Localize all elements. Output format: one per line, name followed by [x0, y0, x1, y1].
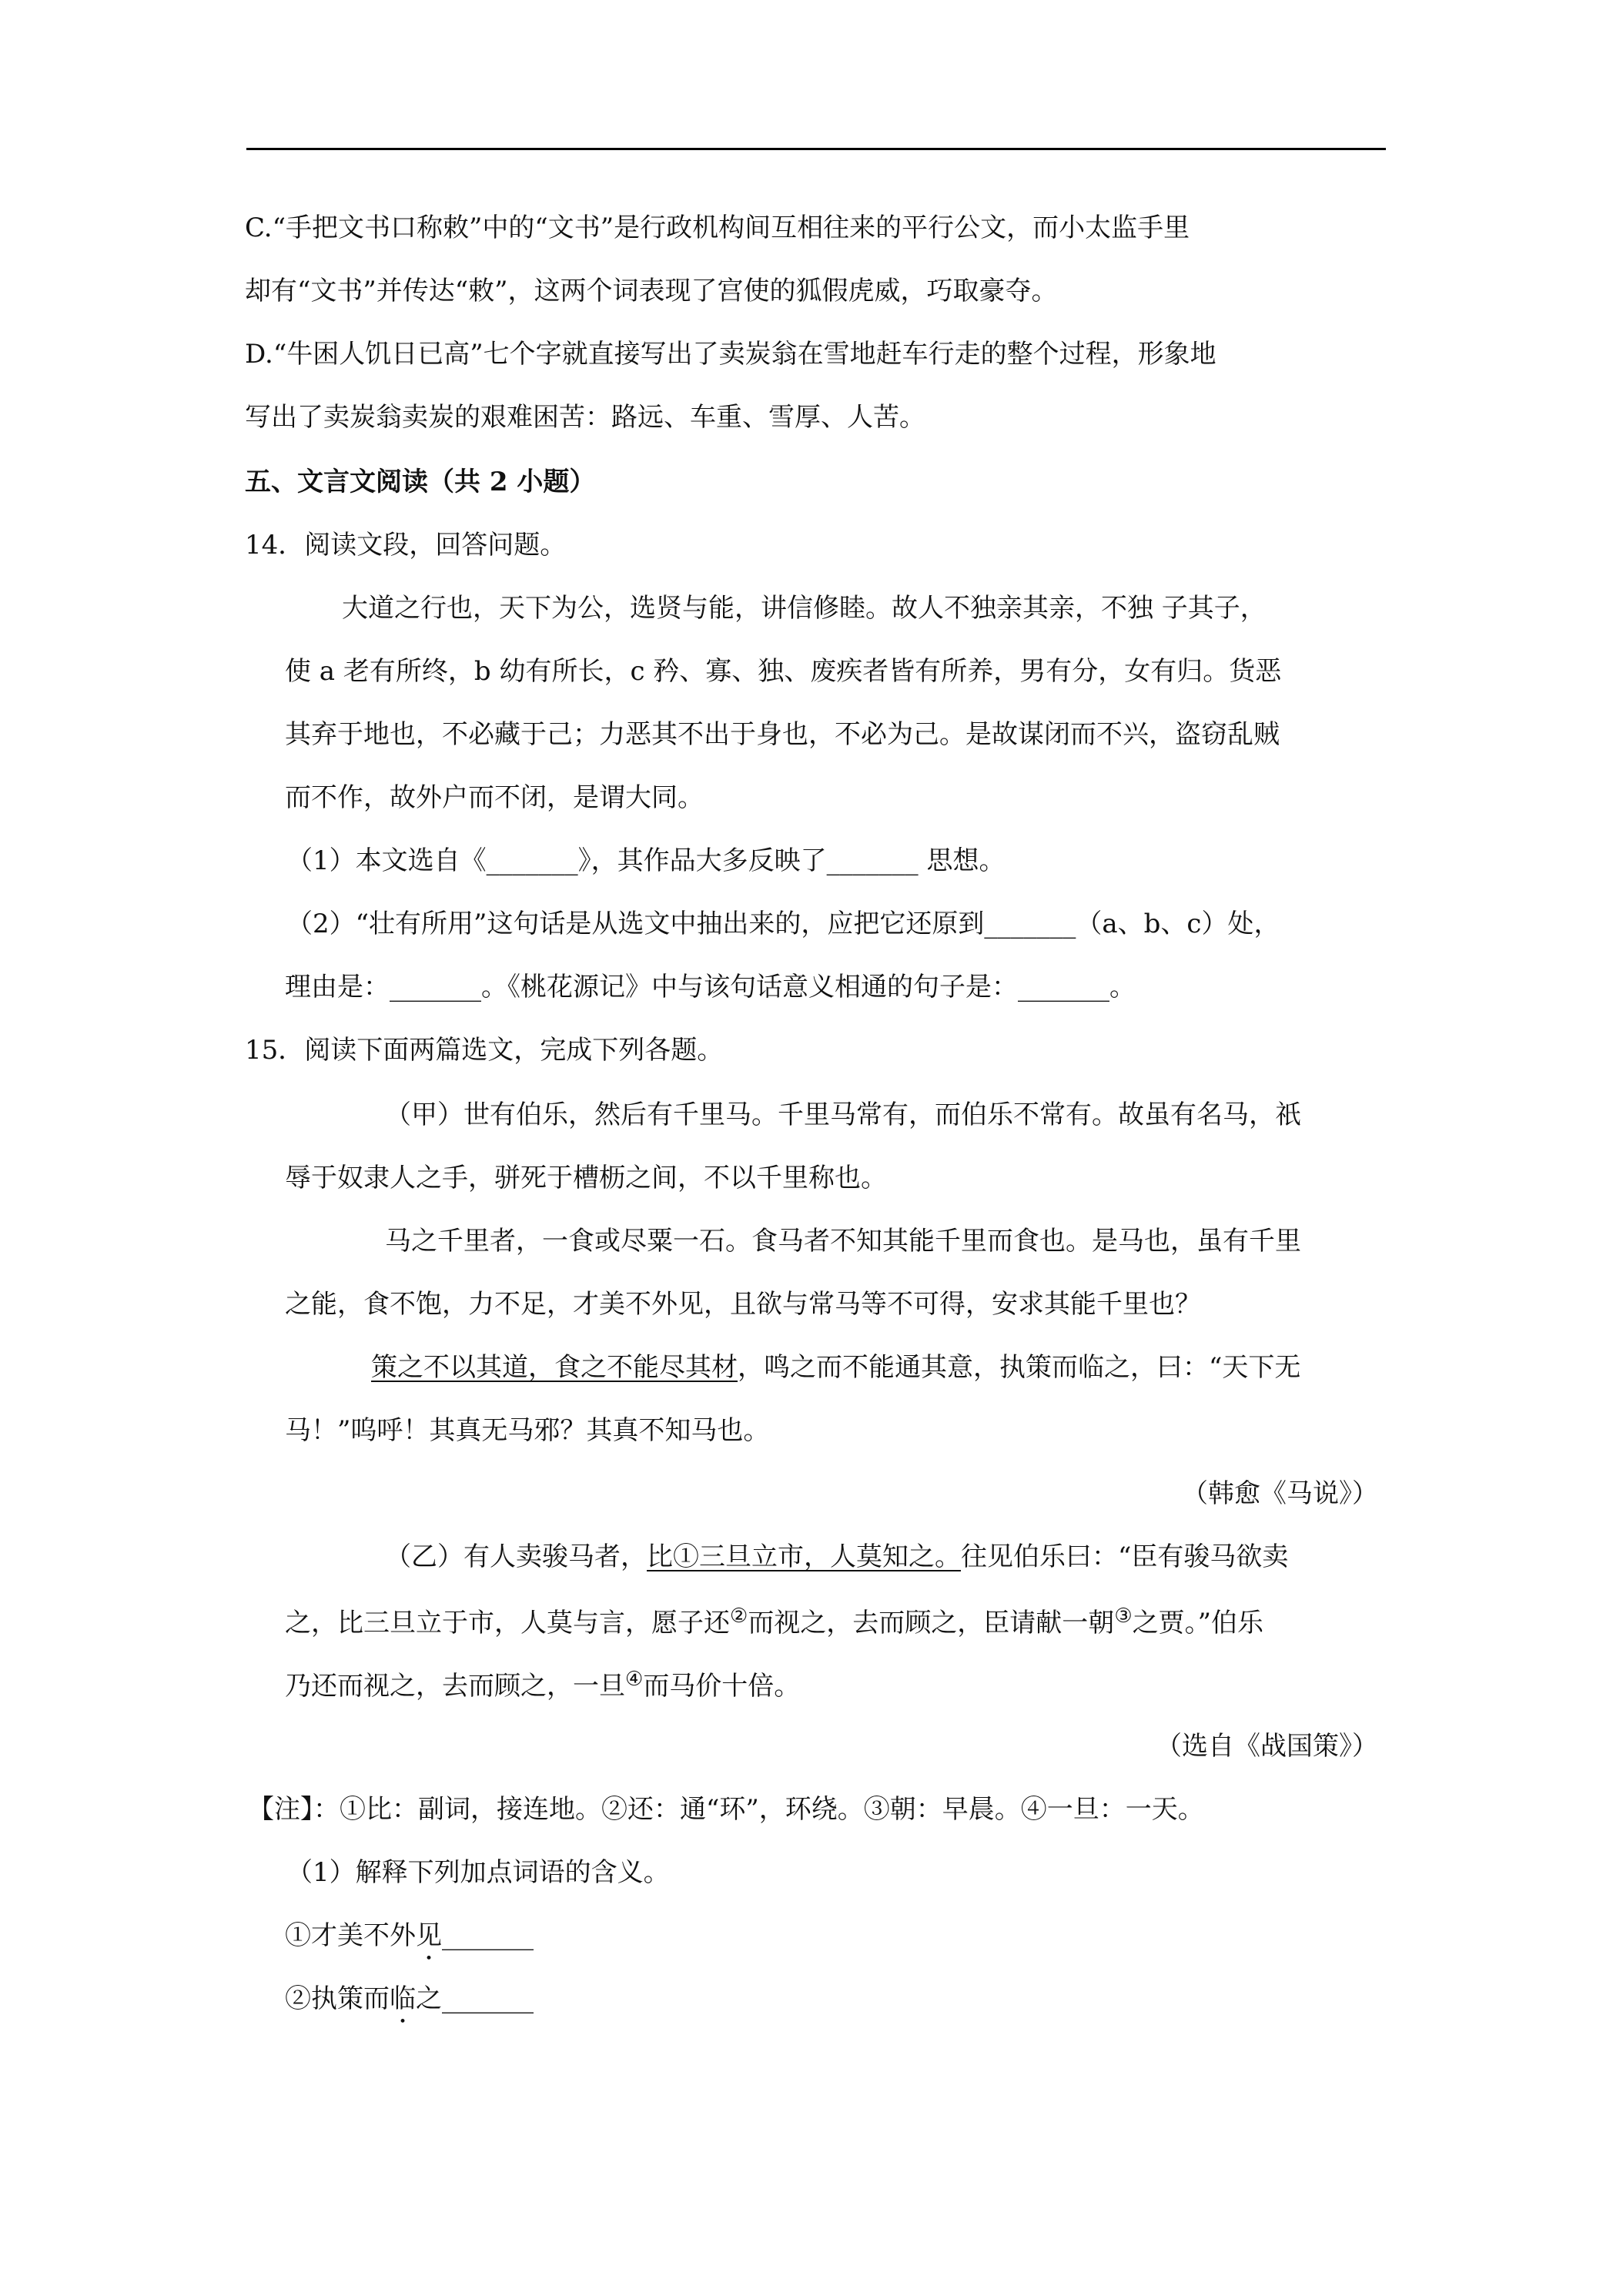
passage-yi-line1	[385, 1541, 1288, 1573]
source-mashuo: （韩愈《马说》）	[1182, 1478, 1378, 1509]
passage-yi-line1-start: （乙）有人卖骏马者，	[385, 1541, 647, 1572]
passage-jia-line1: （甲）世有伯乐，然后有千里马。千里马常有，而伯乐不常有。故虽有名马，祇	[385, 1099, 1301, 1130]
passage-yi-line3-b: 而马价十倍。	[643, 1671, 801, 1702]
note-marker-4: ④	[625, 1668, 644, 1691]
note-marker-2: ②	[730, 1605, 748, 1628]
passage-yi-line3	[285, 1668, 800, 1702]
word-item-1-text: ①才美不外	[285, 1920, 416, 1951]
word-item-2	[285, 1983, 534, 2030]
underlined-sentence: 策之不以其道，食之不能尽其材	[371, 1352, 738, 1383]
passage-jia-line5	[371, 1352, 1300, 1384]
passage-yi-line2-b: 而视之，去而顾之，臣请献一朝	[748, 1608, 1115, 1638]
question-14: 14．阅读文段，回答问题。	[245, 530, 567, 561]
option-c-line1: C.“手把文书口称敕”中的“文书”是行政机构间互相往来的平行公文，而小太监手里	[245, 213, 1190, 243]
passage-14-line1: 大道之行也，天下为公，选贤与能，讲信修睦。故人不独亲其亲，不独 子其子，	[342, 593, 1267, 624]
source-zhanguoce: （选自《战国策》）	[1156, 1731, 1378, 1762]
section-five-heading: 五、文言文阅读（共 2 小题）	[245, 467, 596, 497]
question-14-1: （1）本文选自《_______》，其作品大多反映了_______ 思想。	[286, 845, 1006, 876]
answer-blank-2: 之_______	[416, 1983, 534, 2014]
word-item-2-text: ②执策而	[285, 1983, 390, 2014]
question-15-1: （1）解释下列加点词语的含义。	[286, 1857, 670, 1888]
passage-14-line3: 其弃于地也，不必藏于己；力恶其不出于身也，不必为己。是故谋闭而不兴，盗窃乱贼	[285, 719, 1280, 750]
question-14-2-line1: （2）“壮有所用”这句话是从选文中抽出来的，应把它还原到_______（a、b、c）处，	[286, 909, 1280, 939]
option-d-line2: 写出了卖炭翁卖炭的艰难困苦：路远、车重、雪厚、人苦。	[245, 402, 925, 433]
passage-jia-line5-rest: ，鸣之而不能通其意，执策而临之，曰：“天下无	[738, 1352, 1301, 1383]
annotation-note: 【注】：①比：副词，接连地。②还：通“环”，环绕。③朝：早晨。④一旦：一天。	[248, 1794, 1204, 1825]
dotted-word-1: 见	[416, 1920, 442, 1951]
passage-14-line2: 使 a 老有所终，b 幼有所长，c 矜、寡、独、废疾者皆有所养，男有分，女有归。货恶	[285, 656, 1282, 687]
passage-yi-line2	[285, 1605, 1263, 1639]
dotted-word-2: 临	[390, 1983, 416, 2014]
passage-yi-line1-end: 往见伯乐曰：“臣有骏马欲卖	[961, 1541, 1289, 1572]
option-c-line2: 却有“文书”并传达“敕”，这两个词表现了宫使的狐假虎威，巧取豪夺。	[245, 276, 1058, 306]
passage-jia-line3: 马之千里者，一食或尽粟一石。食马者不知其能千里而食也。是马也，虽有千里	[385, 1226, 1301, 1257]
passage-jia-line6: 马！”呜呼！其真无马邪？其真不知马也。	[285, 1415, 770, 1446]
underlined-sentence-yi: 比①三旦立市，人莫知之。	[647, 1541, 961, 1572]
question-15: 15．阅读下面两篇选文，完成下列各题。	[245, 1035, 724, 1066]
passage-yi-line2-c: 之贾。”伯乐	[1132, 1608, 1264, 1638]
passage-jia-line4: 之能，食不饱，力不足，才美不外见，且欲与常马等不可得，安求其能千里也？	[285, 1289, 1201, 1320]
passage-yi-line2-a: 之，比三旦立于市，人莫与言，愿子还	[285, 1608, 730, 1638]
passage-14-line4: 而不作，故外户而不闭，是谓大同。	[285, 782, 704, 813]
note-marker-3: ③	[1114, 1605, 1133, 1628]
passage-jia-line2: 辱于奴隶人之手，骈死于槽枥之间，不以千里称也。	[285, 1163, 887, 1193]
passage-yi-line3-a: 乃还而视之，去而顾之，一旦	[285, 1671, 625, 1702]
question-14-2-line2: 理由是：_______。《桃花源记》中与该句话意义相通的句子是：_______。	[285, 972, 1136, 1002]
header-rule	[246, 148, 1386, 150]
word-item-1	[285, 1920, 534, 1966]
answer-blank-1: _______	[442, 1920, 534, 1951]
option-d-line1: D.“牛困人饥日已高”七个字就直接写出了卖炭翁在雪地赶车行走的整个过程，形象地	[245, 339, 1216, 370]
